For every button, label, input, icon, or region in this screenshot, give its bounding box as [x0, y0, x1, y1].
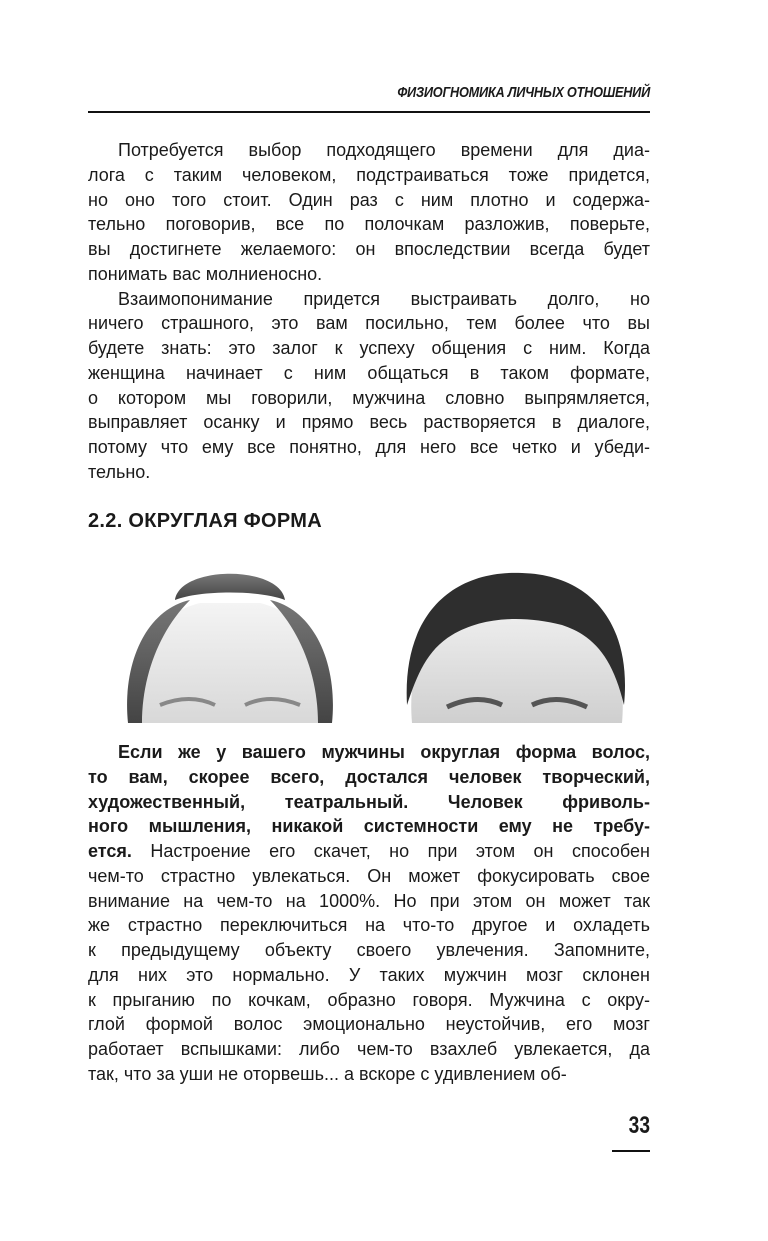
- page-number-rule: [612, 1150, 650, 1152]
- text-line: [88, 435, 650, 460]
- regular-text: для них это нормально. У таких мужчин мозг склонен: [88, 964, 650, 985]
- regular-text: к предыдущему объекту своего увлечения. Запомните,: [88, 940, 650, 960]
- regular-text: выправляет осанку и прямо весь растворяется в диалоге,: [88, 412, 650, 433]
- text-line: [88, 237, 650, 262]
- text-line: [88, 138, 650, 163]
- text-line: [88, 790, 650, 815]
- text-line: [88, 287, 650, 312]
- text-line: [88, 740, 650, 765]
- text-line: [88, 864, 650, 889]
- text-line: [88, 410, 650, 435]
- header-rule: [88, 111, 650, 113]
- round-hair-female-illustration: [120, 555, 340, 723]
- page-number: 33: [628, 1112, 650, 1139]
- text-line: [88, 938, 650, 963]
- text-line: [88, 889, 650, 914]
- regular-text: лога с таким человеком, подстраиваться тоже придется,: [88, 164, 650, 185]
- bold-text: художественный, театральный. Человек фриволь-: [88, 791, 650, 812]
- text-line: [88, 212, 650, 237]
- text-line: [88, 913, 650, 938]
- regular-text: глой формой волос эмоционально неустойчив, его мозг: [88, 1014, 650, 1035]
- text-line: [88, 839, 650, 864]
- text-line: [88, 1012, 650, 1037]
- regular-text: Потребуется выбор подходящего времени для диа-: [118, 140, 650, 160]
- regular-text: тельно.: [88, 461, 151, 482]
- bold-text: Если же у вашего мужчины округлая форма волос,: [118, 742, 650, 762]
- regular-text: чем-то страстно увлекаться. Он может фокусировать свое: [88, 865, 650, 886]
- text-line: [88, 1037, 650, 1062]
- text-line: [88, 988, 650, 1013]
- regular-text: к прыганию по кочкам, образно говоря. Мужчина с окру-: [88, 989, 650, 1010]
- bold-text: ется.: [88, 841, 132, 861]
- regular-text: так, что за уши не оторвешь... а вскоре с удивлением об-: [88, 1063, 567, 1084]
- regular-text: но оно того стоит. Один раз с ним плотно и содержа-: [88, 189, 650, 210]
- text-line: [88, 386, 650, 411]
- regular-text: же страстно переключиться на что-то другое и охладеть: [88, 915, 650, 936]
- regular-text: Взаимопонимание придется выстраивать долго, но: [118, 288, 650, 309]
- regular-text: о котором мы говорили, мужчина словно выпрямляется,: [88, 387, 650, 408]
- paragraph-3: [88, 740, 650, 1087]
- text-line: [88, 336, 650, 361]
- regular-text: тельно поговорив, все по полочкам разложив, поверьте,: [88, 214, 650, 235]
- text-line: [88, 814, 650, 839]
- regular-text: Настроение его скачет, но при этом он способен: [131, 841, 650, 861]
- text-line: [88, 1062, 650, 1087]
- bold-text: ного мышления, никакой системности ему не требу-: [88, 816, 650, 837]
- paragraph-1: [88, 138, 650, 287]
- text-line: [88, 188, 650, 213]
- regular-text: работает вспышками: либо чем-то взахлеб увлекается, да: [88, 1039, 650, 1059]
- regular-text: понимать вас молниеносно.: [88, 263, 323, 284]
- text-line: [88, 963, 650, 988]
- regular-text: будете знать: это залог к успеху общения с ним. Когда: [88, 338, 650, 358]
- text-line: [88, 361, 650, 386]
- regular-text: женщина начинает с ним общаться в таком формате,: [88, 362, 650, 383]
- running-head: ФИЗИОГНОМИКА ЛИЧНЫХ ОТНОШЕНИЙ: [397, 84, 650, 101]
- regular-text: вы достигнете желаемого: он впоследствии всегда будет: [88, 239, 650, 259]
- section-heading: 2.2. ОКРУГЛАЯ ФОРМА: [88, 510, 322, 532]
- text-line: [88, 163, 650, 188]
- text-line: [88, 311, 650, 336]
- regular-text: потому что ему все понятно, для него все четко и убеди-: [88, 437, 650, 457]
- regular-text: ничего страшного, это вам посильно, тем более что вы: [88, 313, 650, 334]
- regular-text: внимание на чем-то на 1000%. Но при этом он может так: [88, 890, 650, 911]
- text-line: [88, 765, 650, 790]
- bold-text: то вам, скорее всего, достался человек творческий,: [88, 766, 650, 787]
- text-line: [88, 262, 650, 287]
- text-line: [88, 460, 650, 485]
- round-hair-male-illustration: [402, 555, 630, 723]
- paragraph-2: [88, 287, 650, 485]
